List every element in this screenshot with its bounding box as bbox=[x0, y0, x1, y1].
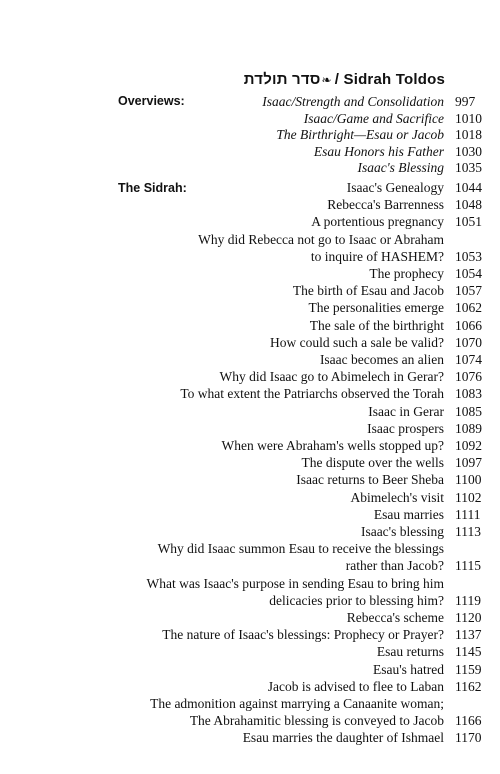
overviews-label: Overviews: bbox=[118, 94, 185, 108]
sidrah-page-number: 1054 bbox=[455, 266, 482, 281]
sidrah-entry-title: Rebecca's scheme bbox=[346, 610, 444, 625]
sidrah-entry bbox=[0, 609, 500, 626]
sidrah-entry-title: delicacies prior to blessing him? bbox=[269, 592, 444, 608]
sidrah-entry-title: The prophecy bbox=[369, 266, 444, 281]
sidrah-entry bbox=[0, 678, 500, 695]
overview-entry bbox=[0, 93, 500, 110]
hebrew-title: סדר תולדת bbox=[243, 71, 321, 88]
sidrah-page-number: 1162 bbox=[455, 678, 482, 694]
sidrah-entry-title: What was Isaac's purpose in sending Esau to bring him bbox=[146, 575, 444, 591]
sidrah-page-number: 1113 bbox=[455, 524, 481, 539]
sidrah-entry bbox=[0, 454, 500, 471]
sidrah-entry-title: The personalities emerge bbox=[308, 300, 444, 316]
sidrah-entry bbox=[0, 213, 500, 230]
overview-entry bbox=[0, 143, 500, 160]
sidrah-entry bbox=[0, 729, 500, 746]
sidrah-page-number: 1159 bbox=[455, 661, 482, 677]
sidrah-page-number: 1137 bbox=[455, 627, 482, 643]
sidrah-entry-title: The dispute over the wells bbox=[301, 455, 444, 471]
sidrah-page-number: 1066 bbox=[455, 317, 482, 333]
sidrah-entry bbox=[0, 231, 500, 248]
sidrah-page-number: 1085 bbox=[455, 403, 482, 419]
sidrah-entry bbox=[0, 489, 500, 506]
sidrah-entry bbox=[0, 385, 500, 402]
sidrah-page-number: 1057 bbox=[455, 283, 482, 299]
sidrah-entry bbox=[0, 317, 500, 334]
overview-entry-title: The Birthright—Esau or Jacob bbox=[276, 127, 444, 143]
sidrah-entry-title: To what extent the Patriarchs observed the Torah bbox=[180, 386, 444, 402]
sidrah-entry-title: Isaac's blessing bbox=[360, 524, 444, 539]
sidrah-page-number: 1076 bbox=[455, 369, 482, 385]
sidrah-entry-title: Rebecca's Barrenness bbox=[327, 197, 444, 213]
sidrah-entry bbox=[0, 471, 500, 488]
sidrah-page-number: 1115 bbox=[455, 558, 481, 574]
sidrah-entry bbox=[0, 523, 500, 540]
sidrah-page-number: 1102 bbox=[455, 489, 482, 505]
sidrah-entry-title: Esau's hatred bbox=[372, 661, 444, 677]
sidrah-entry-title: Isaac prospers bbox=[367, 420, 444, 436]
sidrah-entry bbox=[0, 403, 500, 420]
sidrah-page-number: 1062 bbox=[455, 300, 482, 316]
sidrah-page-number: 1048 bbox=[455, 197, 482, 213]
sidrah-entry bbox=[0, 351, 500, 368]
sidrah-page-number: 1170 bbox=[455, 730, 482, 746]
english-title: / Sidrah Toldos bbox=[334, 71, 445, 88]
sidrah-page-number: 1097 bbox=[455, 455, 482, 471]
sidrah-page-number: 1044 bbox=[455, 180, 482, 195]
overview-entry bbox=[0, 110, 500, 127]
sidrah-page-number: 1074 bbox=[455, 352, 482, 367]
sidrah-page-number: 1092 bbox=[455, 438, 482, 453]
sidrah-page-number: 1166 bbox=[455, 713, 482, 729]
sidrah-entry bbox=[0, 695, 500, 712]
sidrah-entry-title: Isaac in Gerar bbox=[368, 403, 444, 419]
sidrah-page-number: 1120 bbox=[455, 610, 482, 625]
sidrah-entry-title: Why did Isaac go to Abimelech in Gerar? bbox=[219, 369, 444, 385]
sidrah-entry bbox=[0, 557, 500, 574]
sidrah-entry-title: The admonition against marrying a Canaanite woman; bbox=[150, 696, 444, 711]
sidrah-entry-title: to inquire of HASHEM? bbox=[310, 248, 444, 264]
sidrah-entry bbox=[0, 334, 500, 351]
sidrah-entry bbox=[0, 368, 500, 385]
sidrah-entry-title: Esau marries the daughter of Ishmael bbox=[242, 730, 444, 746]
sidrah-page-number: 1083 bbox=[455, 386, 482, 402]
sidrah-entry bbox=[0, 282, 500, 299]
sidrah-label: The Sidrah: bbox=[118, 181, 187, 195]
sidrah-entry-title: The birth of Esau and Jacob bbox=[292, 283, 444, 299]
sidrah-page-number: 1111 bbox=[455, 506, 481, 522]
sidrah-entry-title: Esau returns bbox=[376, 644, 444, 660]
sidrah-entry bbox=[0, 575, 500, 592]
sidrah-page-number: 1089 bbox=[455, 420, 482, 436]
sidrah-entry-title: Isaac's Genealogy bbox=[346, 180, 444, 195]
sidrah-entry-title: How could such a sale be valid? bbox=[270, 334, 444, 350]
sidrah-entry bbox=[0, 299, 500, 316]
overview-page-number: 1018 bbox=[455, 127, 482, 143]
sidrah-entry-title: Why did Isaac summon Esau to receive the blessings bbox=[157, 541, 444, 557]
overview-page-number: 1030 bbox=[455, 143, 482, 159]
sidrah-entry bbox=[0, 643, 500, 660]
sidrah-entry bbox=[0, 592, 500, 609]
sidrah-entry-title: Why did Rebecca not go to Isaac or Abraham bbox=[198, 231, 444, 247]
sidrah-entry bbox=[0, 540, 500, 557]
sidrah-page-number: 1145 bbox=[455, 644, 482, 660]
sidrah-entry-title: Abimelech's visit bbox=[350, 489, 444, 505]
sidrah-entry bbox=[0, 712, 500, 729]
sidrah-entry-title: The Abrahamitic blessing is conveyed to Jacob bbox=[189, 713, 444, 729]
sidrah-entry-title: The nature of Isaac's blessings: Prophecy or Prayer? bbox=[162, 627, 444, 643]
overview-entry-title: Isaac/Game and Sacrifice bbox=[303, 110, 444, 126]
sidrah-page-number: 1100 bbox=[455, 472, 482, 488]
sidrah-page-number: 1053 bbox=[455, 248, 482, 264]
sidrah-entry-title: Jacob is advised to flee to Laban bbox=[267, 678, 444, 694]
overview-entry bbox=[0, 126, 500, 143]
sidrah-page-number: 1051 bbox=[455, 214, 482, 230]
sidrah-entry-title: A portentious pregnancy bbox=[311, 214, 444, 230]
sidrah-entry-title: The sale of the birthright bbox=[309, 317, 444, 333]
sidrah-page-number: 1119 bbox=[455, 592, 481, 608]
sidrah-entry-title: Isaac becomes an alien bbox=[319, 352, 444, 367]
sidrah-entry bbox=[0, 248, 500, 265]
page-title bbox=[244, 71, 445, 88]
overview-entry-title: Isaac's Blessing bbox=[357, 160, 444, 176]
sidrah-entry-title: Esau marries bbox=[373, 506, 444, 522]
sidrah-entry bbox=[0, 661, 500, 678]
sidrah-entry-title: rather than Jacob? bbox=[345, 558, 444, 574]
sidrah-entry bbox=[0, 179, 500, 196]
sidrah-entry bbox=[0, 626, 500, 643]
overview-entry-title: Isaac/Strength and Consolidation bbox=[262, 94, 444, 109]
sidrah-entry-title: Isaac returns to Beer Sheba bbox=[296, 472, 444, 488]
sidrah-entry-title: When were Abraham's wells stopped up? bbox=[221, 438, 444, 453]
overview-entry-title: Esau Honors his Father bbox=[313, 143, 444, 159]
sidrah-entry bbox=[0, 420, 500, 437]
overview-page-number: 1035 bbox=[455, 160, 482, 176]
sidrah-entry bbox=[0, 506, 500, 523]
sidrah-entry bbox=[0, 265, 500, 282]
flourish-icon: ❧ bbox=[321, 73, 332, 87]
overview-page-number: 1010 bbox=[455, 110, 482, 126]
sidrah-entry bbox=[0, 437, 500, 454]
overview-page-number: 997 bbox=[455, 94, 476, 109]
sidrah-page-number: 1070 bbox=[455, 334, 482, 350]
sidrah-entry bbox=[0, 196, 500, 213]
overview-entry bbox=[0, 159, 500, 176]
